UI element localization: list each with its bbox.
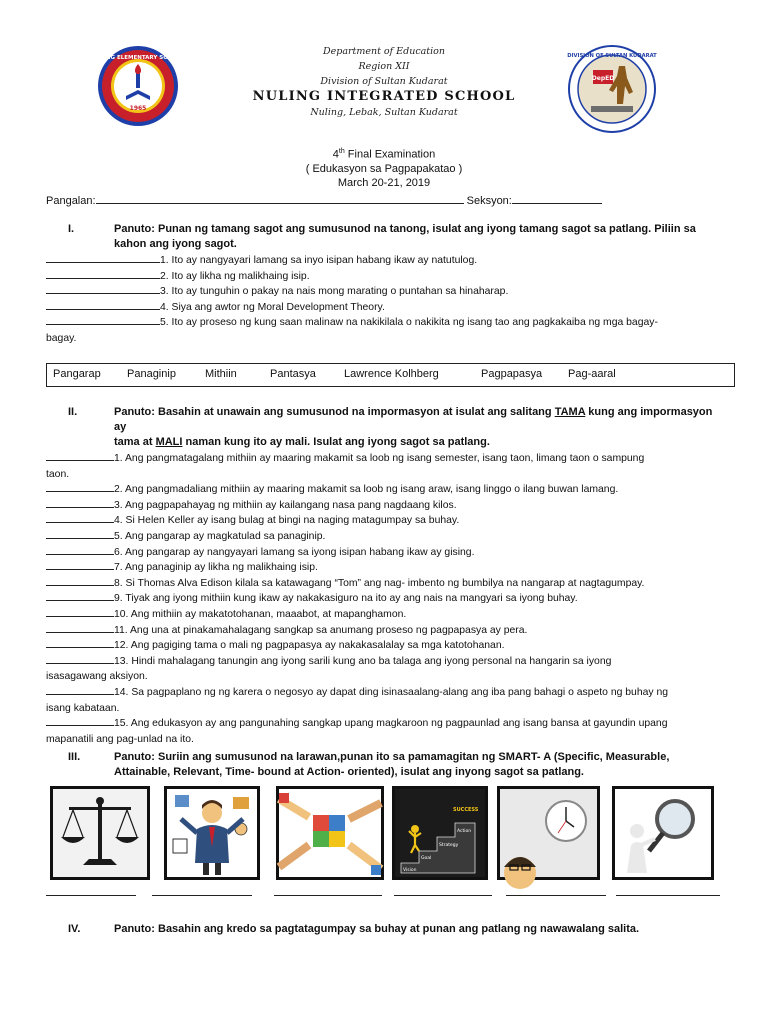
item-continuation: mapanatili ang pag-unlad na ito. [46, 733, 194, 745]
list-item [46, 654, 726, 670]
magnifying-glass-image [612, 786, 714, 880]
item-text: 12. Ang pagiging tama o mali ng pagpapasya ay nakakasalalay sa mga katotohanan. [114, 640, 505, 652]
header-text [200, 44, 568, 120]
choice-item: Pag-aaral [568, 368, 616, 380]
part-3-instructions [46, 750, 726, 780]
item-text: 1. Ang pangmatagalang mithiin ay maaring makamit sa loob ng isang semester, isang taon, limang taon o sampung [114, 453, 645, 464]
choice-item: Pagpapasya [481, 368, 543, 380]
puzzle-hands-image [276, 786, 384, 880]
answer-blank[interactable] [152, 895, 252, 896]
choice-item: Pantasya [270, 368, 316, 380]
item-text: 2. Ang pangmadaliang mithiin ay maaring makamit sa loob ng isang araw, isang linggo o ilang buwan lamang. [114, 484, 619, 496]
part-1 [46, 222, 726, 347]
part-4-instruction: Panuto: Basahin ang kredo sa pagtatagumpay sa buhay at punan ang patlang ng nawawalang salita. [114, 923, 640, 935]
answer-blank[interactable] [46, 716, 114, 726]
list-item [46, 623, 726, 639]
success-stairs-image [392, 786, 488, 880]
answer-blank[interactable] [46, 498, 114, 508]
part-2-numeral: II. [68, 406, 78, 418]
item-text: 5. Ito ay proseso ng kung saan malinaw na nakikilala o nakikita ng isang tao ang pagkakaiba ng mga bagay- [160, 317, 658, 329]
school-logo [91, 44, 185, 128]
instruction-text: Panuto: Basahin at unawain ang sumusunod na impormasyon at isulat ang salitang [114, 406, 555, 418]
item-continuation: bagay. [46, 332, 77, 344]
exam-title-text: Final Examination [344, 148, 436, 161]
scales-of-justice-image [50, 786, 150, 880]
answer-blank[interactable] [46, 451, 114, 461]
list-item [46, 269, 726, 285]
answer-blank[interactable] [46, 654, 114, 664]
instruction-text: tama at [114, 436, 156, 448]
answer-blank[interactable] [46, 560, 114, 570]
choice-item: Pangarap [53, 368, 101, 380]
answer-blank[interactable] [274, 895, 382, 896]
list-item [46, 685, 726, 701]
division: Division of Sultan Kudarat [320, 76, 448, 87]
item-text: 2. Ito ay likha ng malikhaing isip. [160, 270, 310, 282]
stair-label: Strategy [439, 843, 459, 848]
item-text: 11. Ang una at pinakamahalagang sangkap sa anumang proseso ng pagpapasya ay pera. [114, 624, 528, 636]
item-text: 6. Ang pangarap ay nangyayari lamang sa iyong isipan habang ikaw ay gising. [114, 546, 475, 558]
part-2 [46, 405, 726, 747]
answer-blank[interactable] [46, 638, 114, 648]
section-label: Seksyon: [466, 195, 512, 207]
item-continuation: taon. [46, 468, 70, 480]
item-text: 1. Ito ay nangyayari lamang sa inyo isipan habang ikaw ay natutulog. [160, 255, 478, 266]
item-text: 4. Si Helen Keller ay isang bulag at bingi na naging matagumpay sa buhay. [114, 515, 460, 527]
exam-title-block [0, 145, 768, 190]
student-info-line [46, 193, 602, 207]
instruction-text: naman kung ito ay mali. Isulat ang iyong sagot sa patlang. [182, 436, 490, 448]
list-item [46, 716, 726, 732]
exam-title [0, 145, 768, 162]
item-text: 10. Ang mithiin ay makatotohanan, maaabot, at mapanghamon. [114, 608, 407, 620]
answer-blank[interactable] [506, 895, 606, 896]
deped-badge: DepED [591, 75, 615, 82]
answer-blank[interactable] [46, 513, 114, 523]
part-3 [46, 750, 726, 780]
name-label: Pangalan: [46, 195, 96, 207]
exam-number: 4 [332, 148, 339, 161]
answer-blank[interactable] [46, 269, 160, 279]
logo-text: NULING ELEMENTARY SCHOOL [91, 55, 185, 61]
instruction-text: Attainable, Relevant, Time- bound at Action- oriented), isulat ang inyong sagot sa patlang. [114, 766, 584, 778]
logo-year: 1965 [129, 105, 147, 112]
answer-blank[interactable] [46, 607, 114, 617]
list-item [46, 638, 726, 654]
answer-blank[interactable] [46, 545, 114, 555]
item-text: 14. Sa pagpaplano ng ng karera o negosyo ay dapat ding isinasaalang-alang ang iba pang bahagi o aspeto ng buhay ng [114, 686, 669, 698]
keyword-mali: MALI [155, 436, 183, 448]
stair-label: Vision [403, 868, 417, 873]
multitasking-businessman-image [164, 786, 260, 880]
logo-ring-text: DIVISION OF SULTAN KUDARAT [567, 53, 657, 59]
stair-label: Action [457, 829, 472, 834]
keyword-tama: TAMA [554, 406, 586, 418]
item-text: 3. Ito ay tunguhin o pakay na nais mong marating o puntahan sa hinaharap. [160, 286, 509, 298]
answer-blank[interactable] [394, 895, 492, 896]
answer-blank[interactable] [46, 895, 136, 896]
answer-blank[interactable] [46, 623, 114, 633]
list-item [46, 253, 726, 269]
item-text: 8. Si Thomas Alva Edison kilala sa katawagang “Tom” ang nag- imbento ng bumbilya na nangarap at nagtagumpay. [114, 577, 645, 589]
list-item [46, 513, 726, 529]
name-field[interactable] [96, 193, 464, 204]
department: Department of Education [323, 46, 445, 57]
smart-pictures [46, 786, 726, 882]
answer-blank[interactable] [46, 529, 114, 539]
list-item [46, 591, 726, 607]
part-1-instructions [46, 222, 726, 252]
item-continuation: isang kabataan. [46, 702, 120, 714]
answer-blank[interactable] [46, 300, 160, 310]
instruction-text: kung ang impormasyon ay [114, 406, 713, 433]
item-continuation: isasagawang aksiyon. [46, 671, 148, 683]
choices-box [46, 363, 735, 387]
picture-answer-lines [46, 895, 726, 899]
region: Region XII [358, 61, 410, 72]
exam-date: March 20-21, 2019 [337, 176, 431, 189]
instruction-text: Panuto: Suriin ang sumusunod na larawan,punan ito sa pamamagitan ng SMART- A (Specific, Measurable, [114, 751, 670, 763]
item-text: 9. Tiyak ang iyong mithiin kung ikaw ay nakakasiguro na ito ay ang nais na mangyari sa iyong buhay. [114, 593, 578, 605]
part-4-instructions [46, 922, 726, 937]
part-4 [46, 922, 726, 937]
exam-number-suffix: th [338, 148, 345, 155]
stair-label: SUCCESS [453, 807, 479, 813]
answer-blank[interactable] [46, 576, 114, 586]
choice-item: Lawrence Kolhberg [344, 368, 439, 380]
part-4-numeral: IV. [68, 923, 81, 935]
item-text: 5. Ang pangarap ay magkatulad sa panaginip. [114, 530, 326, 542]
part-2-instructions [46, 405, 726, 450]
stair-label: Goal [421, 856, 432, 861]
document-header [0, 40, 768, 140]
division-logo [567, 44, 657, 134]
list-item [46, 607, 726, 623]
part-3-numeral: III. [68, 751, 81, 763]
school-address: Nuling, Lebak, Sultan Kudarat [310, 107, 458, 118]
section-field[interactable] [512, 193, 602, 204]
answer-blank[interactable] [46, 253, 160, 263]
part-1-instruction-line1: Panuto: Punan ng tamang sagot ang sumusunod na tanong, isulat ang iyong tamang sagot sa patlang. Piliin sa [114, 223, 696, 235]
exam-subject: ( Edukasyon sa Pagpapakatao ) [305, 162, 463, 175]
list-item [46, 560, 726, 576]
list-item [46, 284, 726, 300]
item-text: 4. Siya ang awtor ng Moral Development Theory. [160, 301, 385, 313]
list-item [46, 482, 726, 498]
item-text: 7. Ang panaginip ay likha ng malikhaing isip. [114, 562, 318, 574]
school-name: NULING INTEGRATED SCHOOL [252, 89, 516, 104]
answer-blank[interactable] [46, 591, 114, 601]
answer-blank[interactable] [46, 315, 160, 325]
part-1-instruction-line2: kahon ang iyong sagot. [114, 238, 237, 250]
list-item [46, 300, 726, 316]
choice-item: Panaginip [127, 368, 176, 380]
item-text: 15. Ang edukasyon ay ang pangunahing sangkap upang magkaroon ng pagpaunlad ang isang bansa at gayundin upang [114, 718, 668, 730]
answer-blank[interactable] [46, 284, 160, 294]
answer-blank[interactable] [46, 685, 114, 695]
list-item [46, 315, 726, 331]
list-item [46, 576, 726, 592]
list-item [46, 498, 726, 514]
list-item [46, 545, 726, 561]
choice-item: Mithiin [205, 368, 237, 380]
item-text: 3. Ang pagpapahayag ng mithiin ay kailangang nasa pang nagdaang kilos. [114, 499, 457, 511]
answer-blank[interactable] [46, 482, 114, 492]
list-item [46, 529, 726, 545]
part-1-numeral: I. [68, 223, 75, 235]
clock-and-man-image [497, 786, 600, 880]
item-text: 13. Hindi mahalagang tanungin ang iyong sarili kung ano ba talaga ang iyong personal na hangarin sa iyong [114, 655, 612, 667]
answer-blank[interactable] [616, 895, 720, 896]
list-item [46, 451, 726, 467]
